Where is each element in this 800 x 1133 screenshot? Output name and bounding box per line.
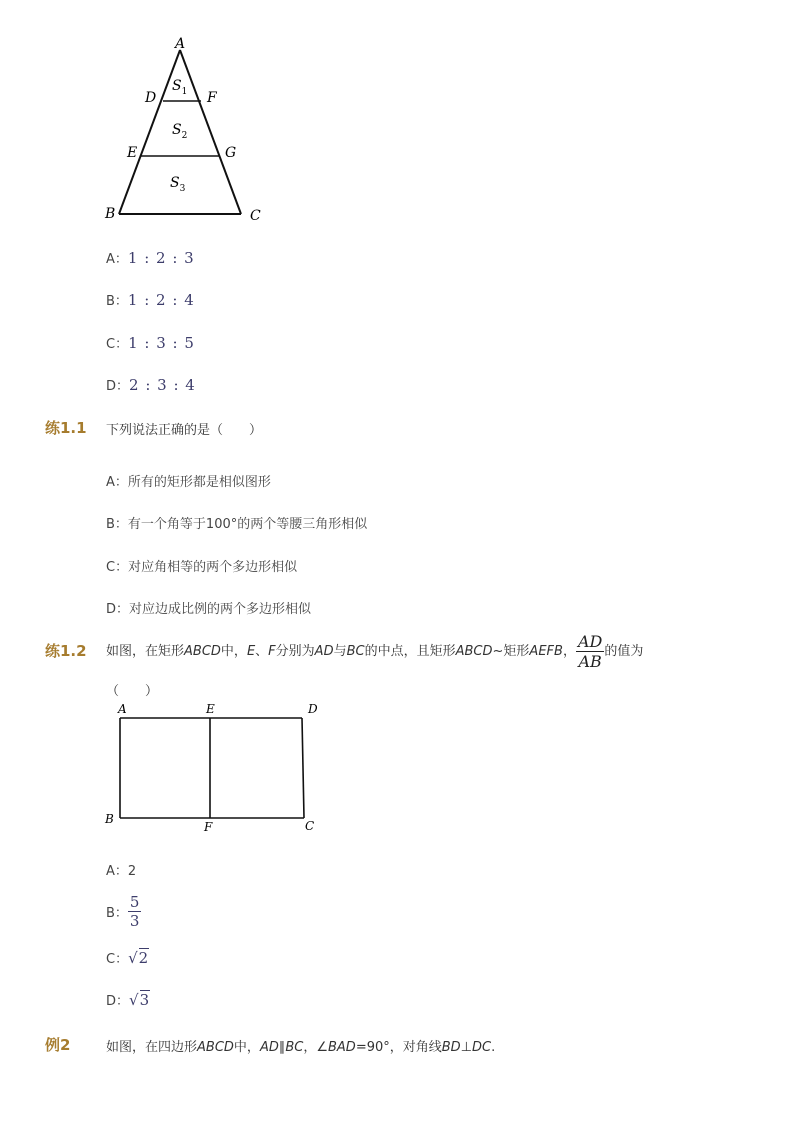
label-b: B: [105, 812, 114, 826]
option-label: D：: [106, 994, 130, 1009]
stem-text: 中，: [233, 1040, 260, 1055]
option-c[interactable]: [106, 556, 297, 575]
stem-math: F: [268, 644, 276, 659]
stem-math: AD: [314, 644, 334, 659]
stem-text: 与: [333, 644, 347, 659]
option-value: [128, 948, 149, 967]
question-label: 练1.2: [45, 642, 87, 660]
radical-sign: √: [128, 949, 139, 967]
option-label: D：: [106, 379, 130, 394]
stem-text: .: [491, 1040, 496, 1055]
question-stem: [106, 1036, 495, 1055]
stem-math: BAD: [328, 1040, 356, 1055]
radicand: 2: [138, 949, 150, 967]
question-stem: [106, 632, 643, 671]
option-label: B：: [106, 517, 128, 532]
question-stem-blank: （ ）: [106, 684, 159, 699]
option-value: 1 : 2 : 4: [127, 291, 195, 309]
stem-text: 的中点，且矩形: [364, 644, 456, 659]
option-c[interactable]: [106, 948, 149, 967]
option-label: B：: [106, 906, 128, 921]
option-text: 对应边成比例的两个多边形相似: [129, 602, 312, 617]
option-value: 2: [127, 864, 137, 879]
fraction-denominator: AB: [578, 652, 602, 671]
stem-text: ，∠: [303, 1040, 328, 1055]
region-s2: $S_2$: [172, 122, 188, 141]
stem-text: 如图，在四边形: [106, 1040, 198, 1055]
option-label: B：: [106, 294, 128, 309]
fraction-5-3: [128, 893, 142, 930]
question-stem: 下列说法正确的是（ ）: [106, 423, 263, 438]
label-f: F: [204, 820, 213, 834]
label-e: E: [127, 145, 138, 161]
triangle-figure: [95, 30, 275, 230]
rectangle-figure: [100, 700, 330, 840]
stem-math: E: [246, 644, 256, 659]
option-b[interactable]: [106, 893, 141, 930]
stem-math: BC: [346, 644, 365, 659]
edge-dc: [302, 718, 304, 818]
option-label: A：: [106, 252, 128, 267]
option-label: A：: [106, 475, 128, 490]
option-b[interactable]: [106, 513, 367, 532]
stem-text: ，: [562, 644, 576, 659]
option-label: C：: [106, 952, 129, 967]
stem-math: ABCD: [184, 644, 221, 659]
option-text: 对应角相等的两个多边形相似: [128, 560, 298, 575]
option-d[interactable]: [106, 375, 196, 394]
fraction-numerator: 5: [129, 893, 140, 911]
option-a[interactable]: [106, 471, 271, 490]
stem-math: AEFB: [529, 644, 563, 659]
label-e: E: [206, 702, 215, 716]
stem-math: ABCD: [197, 1040, 234, 1055]
stem-text: 中，: [220, 644, 247, 659]
label-g: G: [225, 145, 237, 161]
stem-math: DC: [472, 1040, 492, 1055]
stem-text: 的值为: [604, 644, 644, 659]
stem-math: AD: [259, 1040, 279, 1055]
fraction-ad-ab: [576, 632, 604, 671]
label-c: C: [305, 819, 315, 833]
stem-math: ABCD: [455, 644, 493, 659]
edge-ac: [180, 50, 241, 214]
option-text: 所有的矩形都是相似图形: [127, 475, 271, 490]
stem-text: ∥: [278, 1040, 286, 1055]
option-b[interactable]: [106, 290, 195, 309]
stem-text: ~矩形: [492, 644, 530, 659]
fraction-denominator: 3: [129, 912, 140, 930]
label-f: F: [207, 90, 217, 106]
radical-sign: √: [129, 991, 140, 1009]
stem-text: 、: [255, 644, 269, 659]
stem-text: =90°，对角线: [355, 1040, 442, 1055]
label-a: A: [118, 702, 127, 716]
label-a: A: [175, 36, 186, 52]
option-a[interactable]: [106, 248, 195, 267]
option-a[interactable]: [106, 860, 136, 879]
stem-text: ⊥: [460, 1040, 473, 1055]
option-value: [129, 990, 150, 1009]
option-value: 1 : 2 : 3: [127, 249, 195, 267]
question-label: 例2: [45, 1036, 71, 1054]
option-label: C：: [106, 337, 129, 352]
option-value: 1 : 3 : 5: [128, 334, 195, 352]
option-d[interactable]: [106, 598, 311, 617]
fraction-numerator: AD: [577, 632, 603, 651]
label-d: D: [145, 90, 157, 106]
option-label: D：: [106, 602, 130, 617]
question-label: 练1.1: [45, 419, 87, 437]
option-label: C：: [106, 560, 129, 575]
region-s1: $S_1$: [172, 78, 188, 97]
label-d: D: [308, 702, 318, 716]
option-c[interactable]: [106, 333, 195, 352]
option-d[interactable]: [106, 990, 150, 1009]
label-c: C: [250, 208, 261, 224]
radicand: 3: [139, 991, 151, 1009]
option-label: A：: [106, 864, 128, 879]
region-s3: $S_3$: [170, 175, 186, 194]
option-value: 2 : 3 : 4: [129, 376, 196, 394]
stem-math: BC: [285, 1040, 304, 1055]
label-b: B: [105, 206, 116, 222]
stem-text: 分别为: [275, 644, 315, 659]
option-text: 有一个角等于100°的两个等腰三角形相似: [127, 517, 368, 532]
stem-text: 如图，在矩形: [106, 644, 185, 659]
stem-math: BD: [441, 1040, 461, 1055]
